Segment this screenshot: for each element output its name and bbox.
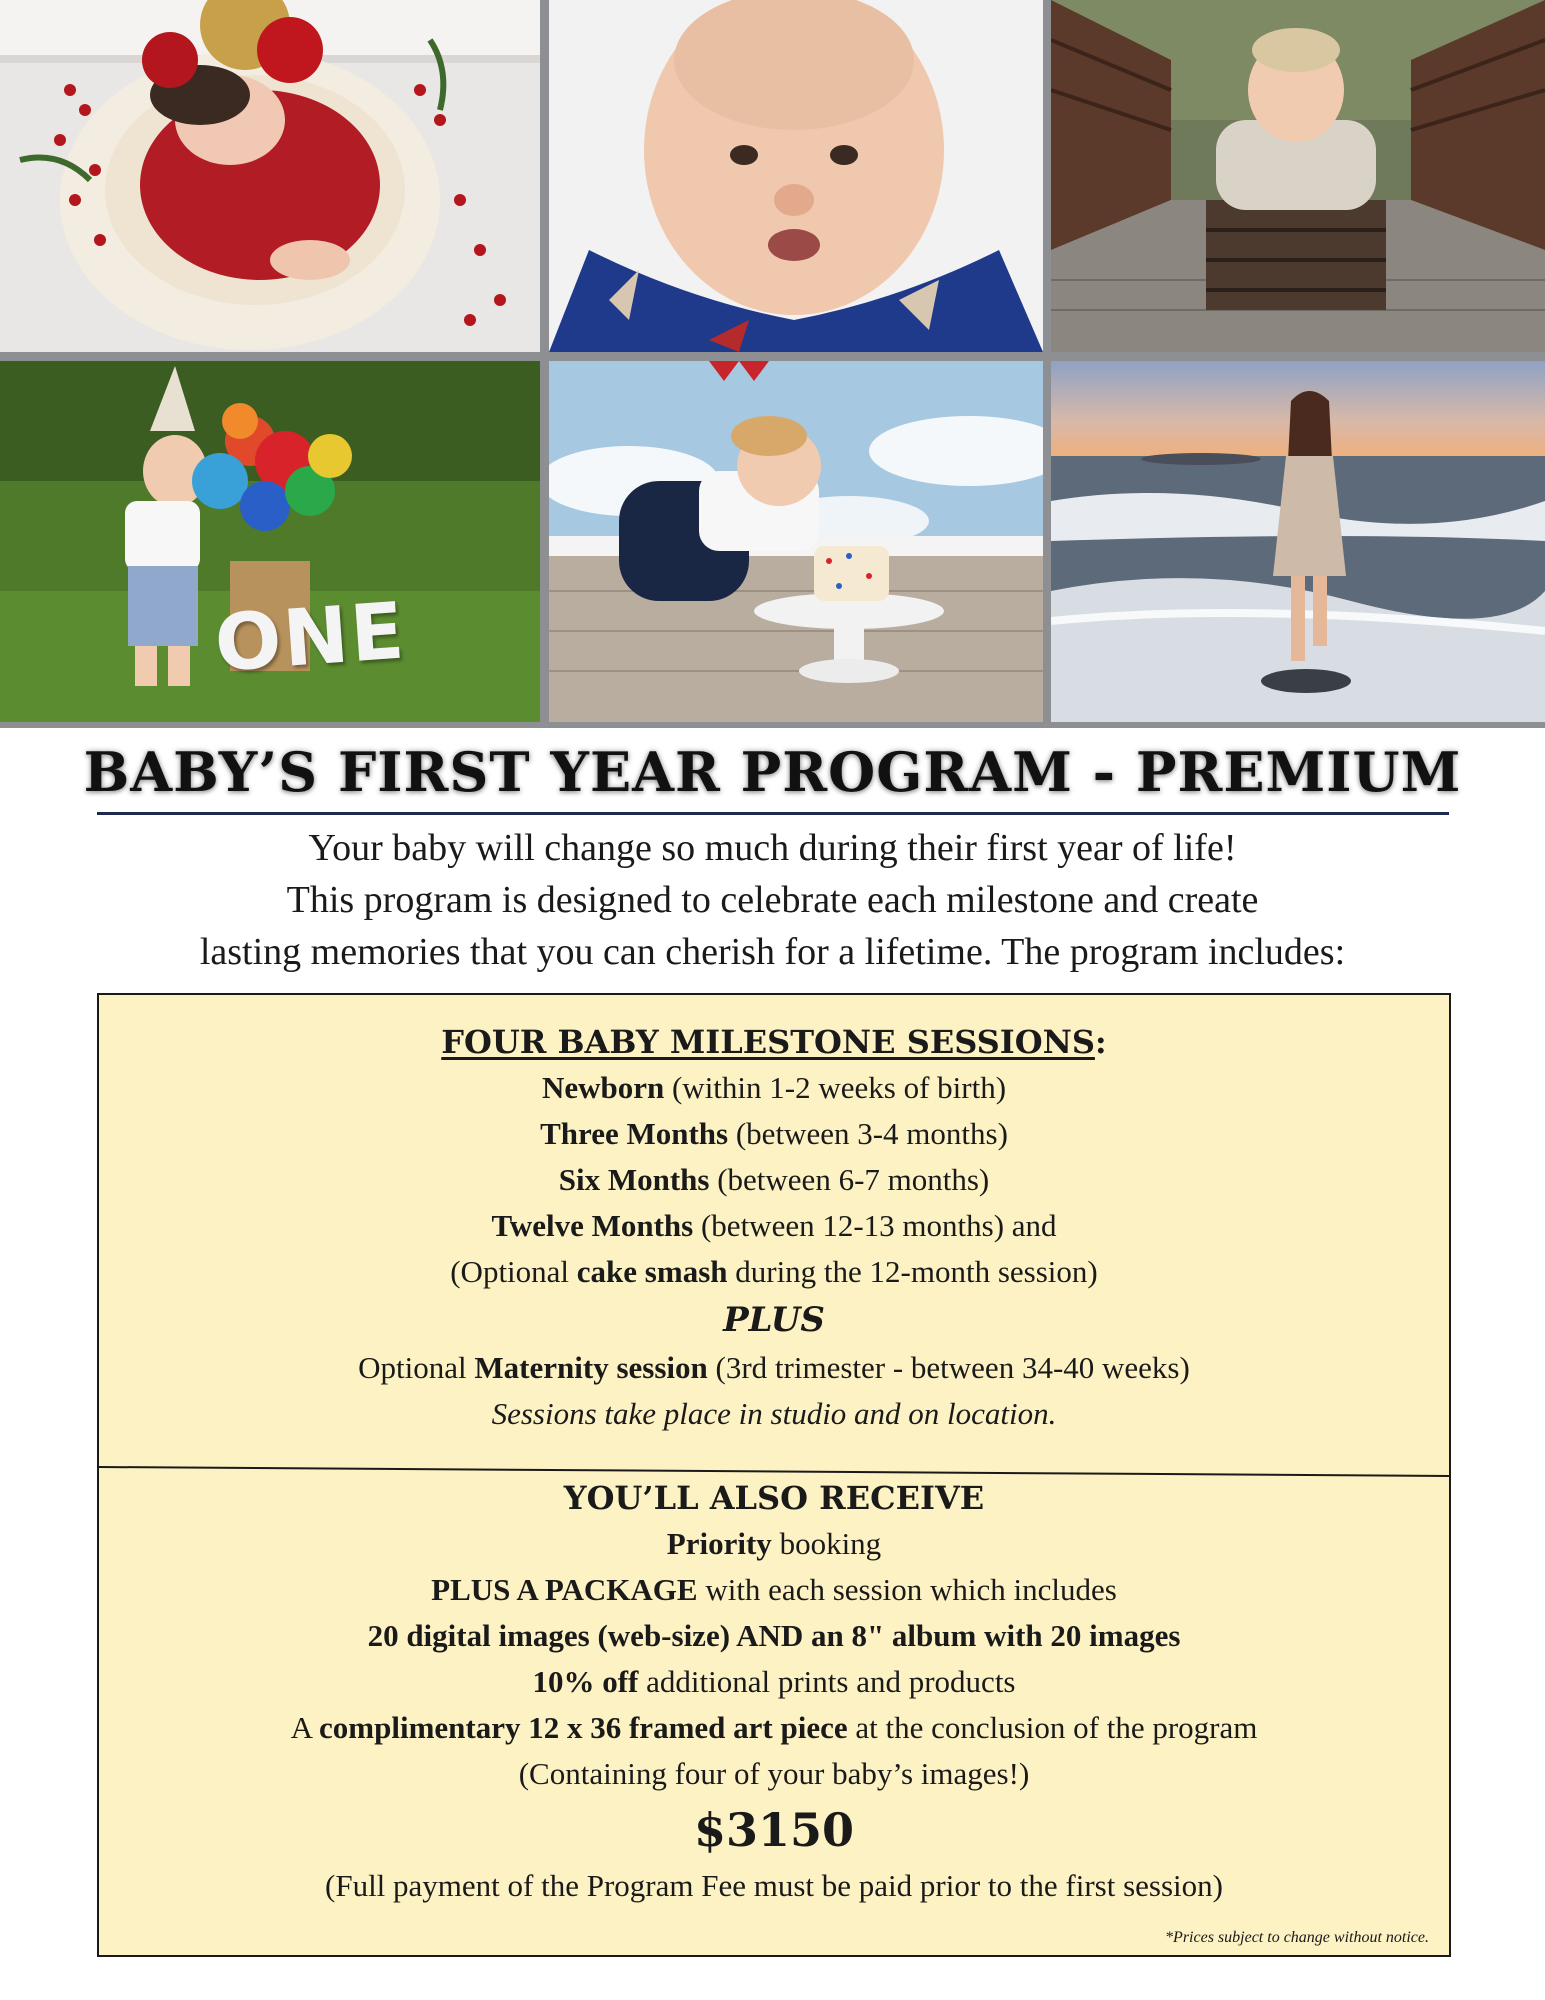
cake-smash-label: cake smash [576, 1254, 728, 1289]
photo-maternity-beach [1051, 361, 1545, 722]
priority-label: Priority [666, 1526, 772, 1561]
location-note: Sessions take place in studio and on location. [491, 1396, 1057, 1431]
art-note: (Containing four of your baby’s images!) [518, 1756, 1030, 1791]
session-name: Three Months [540, 1116, 729, 1151]
session-timing: (between 6-7 months) [709, 1162, 990, 1197]
session-name: Twelve Months [491, 1208, 694, 1243]
sessions-heading-line [99, 1019, 1449, 1065]
maternity-label: Maternity session [474, 1350, 708, 1385]
program-details-box [97, 993, 1451, 1957]
package-label: PLUS A PACKAGE [431, 1572, 698, 1607]
intro-line-2: This program is designed to celebrate each milestone and create [286, 879, 1259, 921]
cake-smash-pre: (Optional [450, 1254, 577, 1289]
photo-first-birthday [0, 361, 540, 722]
art-pre: A [290, 1710, 320, 1745]
payment-note: (Full payment of the Program Fee must be paid prior to the first session) [325, 1868, 1223, 1903]
program-price: $3150 [693, 1803, 855, 1857]
receive-section [99, 1475, 1449, 1909]
package-rest: with each session which includes [697, 1572, 1117, 1607]
intro-line-3: lasting memories that you can cherish for a lifetime. The program includes: [199, 931, 1346, 973]
session-timing: (within 1-2 weeks of birth) [664, 1070, 1007, 1105]
photo-newborn-holiday [0, 0, 540, 352]
session-item [99, 1157, 1449, 1203]
photo-collage [0, 0, 1545, 728]
photo-baby-bridge [1051, 0, 1545, 352]
sessions-section [99, 1019, 1449, 1437]
discount-rest: additional prints and products [638, 1664, 1016, 1699]
cake-smash-post: during the 12-month session) [727, 1254, 1098, 1289]
cake-smash-line [99, 1249, 1449, 1295]
receive-heading: YOU’LL ALSO RECEIVE [563, 1479, 985, 1517]
one-letters: ONE [212, 586, 409, 690]
plus-label: PLUS [723, 1300, 825, 1340]
package-line [99, 1567, 1449, 1613]
sessions-heading: FOUR BABY MILESTONE SESSIONS [441, 1023, 1095, 1061]
discount-line [99, 1659, 1449, 1705]
maternity-pre: Optional [358, 1350, 475, 1385]
art-label: complimentary 12 x 36 framed art piece [319, 1710, 848, 1745]
price-disclaimer: *Prices subject to change without notice. [1165, 1929, 1429, 1946]
discount-label: 10% off [532, 1664, 639, 1699]
session-timing: (between 12-13 months) and [693, 1208, 1057, 1243]
package-detail: 20 digital images (web-size) AND an 8" album with 20 images [367, 1618, 1181, 1653]
session-name: Newborn [541, 1070, 665, 1105]
page-title: BABY’S FIRST YEAR PROGRAM - PREMIUM [83, 740, 1462, 804]
session-item [99, 1065, 1449, 1111]
intro-paragraph [0, 822, 1545, 978]
package-detail-line [99, 1613, 1449, 1659]
maternity-line [99, 1345, 1449, 1391]
art-piece-line [99, 1705, 1449, 1751]
priority-rest: booking [771, 1526, 882, 1561]
art-post: at the conclusion of the program [847, 1710, 1258, 1745]
photo-cake-smash [549, 361, 1043, 722]
title-divider [97, 812, 1449, 815]
intro-line-1: Your baby will change so much during their first year of life! [308, 827, 1237, 869]
session-timing: (between 3-4 months) [728, 1116, 1008, 1151]
sessions-heading-colon: : [1094, 1023, 1107, 1061]
priority-line [99, 1521, 1449, 1567]
photo-baby-closeup [549, 0, 1043, 352]
session-item [99, 1203, 1449, 1249]
session-name: Six Months [558, 1162, 710, 1197]
session-item [99, 1111, 1449, 1157]
maternity-post: (3rd trimester - between 34-40 weeks) [707, 1350, 1190, 1385]
